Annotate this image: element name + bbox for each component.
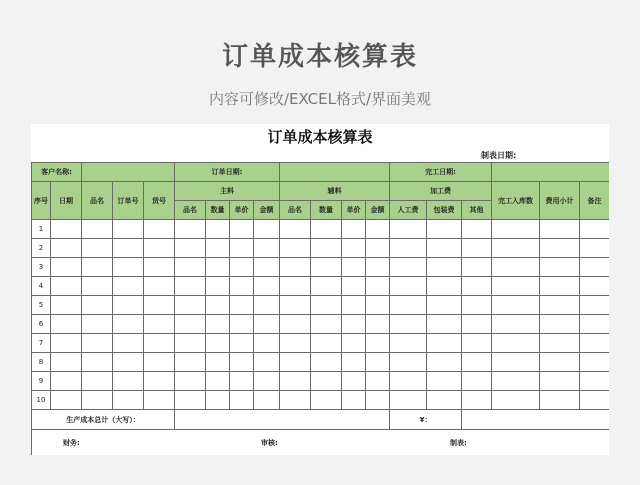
info-row xyxy=(32,163,610,182)
total-row xyxy=(32,410,610,430)
row-seq: 1 xyxy=(32,220,51,239)
table-cell[interactable] xyxy=(206,372,230,391)
table-cell[interactable] xyxy=(427,372,462,391)
table-cell[interactable] xyxy=(144,296,175,315)
table-cell[interactable] xyxy=(427,296,462,315)
table-cell[interactable] xyxy=(366,334,390,353)
table-cell[interactable] xyxy=(254,277,280,296)
col-aux-material: 辅料 xyxy=(280,182,390,201)
table-cell[interactable] xyxy=(51,391,82,410)
table-cell[interactable] xyxy=(311,334,342,353)
table-cell[interactable] xyxy=(206,315,230,334)
table-cell[interactable] xyxy=(427,239,462,258)
table-cell[interactable] xyxy=(580,353,609,372)
table-cell[interactable] xyxy=(342,296,366,315)
table-cell[interactable] xyxy=(113,353,144,372)
table-cell[interactable] xyxy=(492,391,540,410)
maker-label: 制表: xyxy=(450,439,467,447)
total-label: 生产成本总计（大写）： xyxy=(32,410,175,430)
col-processing-fee: 加工费 xyxy=(390,182,492,201)
table-cell[interactable] xyxy=(280,353,311,372)
table-cell[interactable] xyxy=(175,277,206,296)
row-seq: 9 xyxy=(32,372,51,391)
table-cell[interactable] xyxy=(280,334,311,353)
table-cell[interactable] xyxy=(82,220,113,239)
table-cell[interactable] xyxy=(230,258,254,277)
row-seq: 8 xyxy=(32,353,51,372)
table-cell[interactable] xyxy=(311,220,342,239)
table-cell[interactable] xyxy=(342,239,366,258)
table-cell[interactable] xyxy=(230,277,254,296)
table-cell[interactable] xyxy=(82,391,113,410)
table-cell[interactable] xyxy=(113,296,144,315)
table-cell[interactable] xyxy=(82,353,113,372)
table-cell[interactable] xyxy=(144,372,175,391)
table-cell[interactable] xyxy=(280,391,311,410)
col-aux-amount: 金额 xyxy=(366,201,390,220)
table-cell[interactable] xyxy=(206,220,230,239)
table-cell[interactable] xyxy=(254,296,280,315)
table-cell[interactable] xyxy=(51,353,82,372)
table-cell[interactable] xyxy=(280,239,311,258)
table-cell[interactable] xyxy=(366,220,390,239)
table-cell[interactable] xyxy=(113,239,144,258)
table-cell[interactable] xyxy=(580,315,609,334)
table-cell[interactable] xyxy=(254,239,280,258)
table-cell[interactable] xyxy=(113,334,144,353)
table-cell[interactable] xyxy=(175,315,206,334)
row-seq: 3 xyxy=(32,258,51,277)
table-cell[interactable] xyxy=(144,391,175,410)
table-cell[interactable] xyxy=(390,239,427,258)
finance-label: 财务: xyxy=(63,439,80,447)
table-cell[interactable] xyxy=(580,334,609,353)
table-cell[interactable] xyxy=(254,258,280,277)
table-cell[interactable] xyxy=(366,353,390,372)
table-cell[interactable] xyxy=(390,334,427,353)
table-cell[interactable] xyxy=(390,220,427,239)
table-cell[interactable] xyxy=(390,258,427,277)
table-cell[interactable] xyxy=(82,277,113,296)
table-cell[interactable] xyxy=(580,239,609,258)
table-cell[interactable] xyxy=(206,277,230,296)
table-cell[interactable] xyxy=(366,296,390,315)
table-cell[interactable] xyxy=(113,372,144,391)
table-cell[interactable] xyxy=(311,239,342,258)
table-cell[interactable] xyxy=(492,258,540,277)
table-cell[interactable] xyxy=(540,372,580,391)
row-seq: 6 xyxy=(32,315,51,334)
table-cell[interactable] xyxy=(230,315,254,334)
table-cell[interactable] xyxy=(390,296,427,315)
table-cell[interactable] xyxy=(144,220,175,239)
row-seq: 7 xyxy=(32,334,51,353)
table-cell[interactable] xyxy=(492,315,540,334)
table-cell[interactable] xyxy=(51,296,82,315)
table-row xyxy=(32,372,610,391)
table-body xyxy=(32,220,610,410)
table-cell[interactable] xyxy=(366,372,390,391)
table-cell[interactable] xyxy=(390,353,427,372)
table-cell[interactable] xyxy=(175,239,206,258)
col-product-name: 品名 xyxy=(82,182,113,220)
table-row xyxy=(32,277,610,296)
table-cell[interactable] xyxy=(175,220,206,239)
table-cell[interactable] xyxy=(342,220,366,239)
row-seq: 10 xyxy=(32,391,51,410)
table-cell[interactable] xyxy=(462,315,492,334)
row-seq: 4 xyxy=(32,277,51,296)
table-cell[interactable] xyxy=(206,391,230,410)
table-cell[interactable] xyxy=(175,296,206,315)
table-cell[interactable] xyxy=(492,277,540,296)
sign-row xyxy=(32,430,610,456)
table-cell[interactable] xyxy=(427,353,462,372)
table-cell[interactable] xyxy=(254,353,280,372)
col-aux-price: 单价 xyxy=(342,201,366,220)
table-cell[interactable] xyxy=(366,239,390,258)
table-cell[interactable] xyxy=(51,315,82,334)
table-cell[interactable] xyxy=(342,391,366,410)
customer-label: 客户名称: xyxy=(32,163,82,182)
table-cell[interactable] xyxy=(51,334,82,353)
audit-label: 审核: xyxy=(261,439,278,447)
header-row-1 xyxy=(32,182,610,201)
table-cell[interactable] xyxy=(342,334,366,353)
table-cell[interactable] xyxy=(82,372,113,391)
table-cell[interactable] xyxy=(366,315,390,334)
table-cell[interactable] xyxy=(540,391,580,410)
table-cell[interactable] xyxy=(462,258,492,277)
table-cell[interactable] xyxy=(206,353,230,372)
col-packaging: 包装费 xyxy=(427,201,462,220)
table-cell[interactable] xyxy=(175,353,206,372)
table-row xyxy=(32,239,610,258)
table-cell[interactable] xyxy=(580,372,609,391)
table-cell[interactable] xyxy=(342,315,366,334)
table-cell[interactable] xyxy=(427,220,462,239)
table-cell[interactable] xyxy=(580,220,609,239)
col-main-qty: 数量 xyxy=(206,201,230,220)
table-cell[interactable] xyxy=(462,277,492,296)
table-cell[interactable] xyxy=(427,391,462,410)
table-cell[interactable] xyxy=(540,334,580,353)
table-row xyxy=(32,315,610,334)
table-cell[interactable] xyxy=(427,334,462,353)
table-cell[interactable] xyxy=(540,353,580,372)
table-cell[interactable] xyxy=(230,239,254,258)
table-cell[interactable] xyxy=(540,277,580,296)
col-other: 其他 xyxy=(462,201,492,220)
col-main-amount: 金额 xyxy=(254,201,280,220)
table-cell[interactable] xyxy=(311,277,342,296)
table-cell[interactable] xyxy=(342,372,366,391)
table-cell[interactable] xyxy=(540,258,580,277)
table-cell[interactable] xyxy=(366,391,390,410)
table-cell[interactable] xyxy=(144,315,175,334)
table-cell[interactable] xyxy=(311,296,342,315)
table-cell[interactable] xyxy=(175,372,206,391)
table-cell[interactable] xyxy=(82,296,113,315)
table-cell[interactable] xyxy=(144,334,175,353)
table-cell[interactable] xyxy=(144,277,175,296)
table-cell[interactable] xyxy=(540,239,580,258)
table-cell[interactable] xyxy=(82,258,113,277)
col-date: 日期 xyxy=(51,182,82,220)
table-cell[interactable] xyxy=(580,296,609,315)
table-row xyxy=(32,296,610,315)
table-cell[interactable] xyxy=(462,353,492,372)
table-cell[interactable] xyxy=(462,296,492,315)
col-aux-name: 品名 xyxy=(280,201,311,220)
table-cell[interactable] xyxy=(113,258,144,277)
table-row xyxy=(32,391,610,410)
table-cell[interactable] xyxy=(427,258,462,277)
table-row xyxy=(32,220,610,239)
table-cell[interactable] xyxy=(175,334,206,353)
table-cell[interactable] xyxy=(254,391,280,410)
table-cell[interactable] xyxy=(492,353,540,372)
table-cell[interactable] xyxy=(51,258,82,277)
table-cell[interactable] xyxy=(280,296,311,315)
table-cell[interactable] xyxy=(82,315,113,334)
order-date-label: 订单日期: xyxy=(175,163,280,182)
table-cell[interactable] xyxy=(492,296,540,315)
col-main-name: 品名 xyxy=(175,201,206,220)
table-cell[interactable] xyxy=(427,315,462,334)
table-cell[interactable] xyxy=(51,372,82,391)
table-cell[interactable] xyxy=(311,372,342,391)
table-cell[interactable] xyxy=(342,353,366,372)
table-cell[interactable] xyxy=(342,277,366,296)
table-cell[interactable] xyxy=(175,391,206,410)
col-main-price: 单价 xyxy=(230,201,254,220)
table-cell[interactable] xyxy=(206,296,230,315)
table-cell[interactable] xyxy=(51,239,82,258)
table-cell[interactable] xyxy=(144,239,175,258)
table-cell[interactable] xyxy=(342,258,366,277)
table-cell[interactable] xyxy=(540,296,580,315)
table-cell[interactable] xyxy=(462,239,492,258)
table-cell[interactable] xyxy=(492,239,540,258)
page-subtitle: 内容可修改/EXCEL格式/界面美观 xyxy=(208,90,432,108)
table-cell[interactable] xyxy=(427,277,462,296)
finish-date-value[interactable] xyxy=(492,163,609,182)
col-cost-subtotal: 费用小计 xyxy=(540,182,580,220)
customer-value[interactable] xyxy=(82,163,175,182)
row-seq: 2 xyxy=(32,239,51,258)
table-cell[interactable] xyxy=(113,391,144,410)
table-cell[interactable] xyxy=(311,391,342,410)
table-cell[interactable] xyxy=(311,353,342,372)
table-cell[interactable] xyxy=(580,277,609,296)
table-cell[interactable] xyxy=(366,258,390,277)
col-main-material: 主料 xyxy=(175,182,280,201)
table-cell[interactable] xyxy=(280,372,311,391)
table-cell[interactable] xyxy=(144,353,175,372)
table-cell[interactable] xyxy=(280,220,311,239)
spreadsheet xyxy=(31,124,609,455)
table-cell[interactable] xyxy=(462,372,492,391)
table-cell[interactable] xyxy=(230,296,254,315)
table-row xyxy=(32,258,610,277)
order-date-value[interactable] xyxy=(280,163,390,182)
table-cell[interactable] xyxy=(462,334,492,353)
col-remark: 备注 xyxy=(580,182,609,220)
table-cell[interactable] xyxy=(492,372,540,391)
col-item-no: 货号 xyxy=(144,182,175,220)
table-cell[interactable] xyxy=(175,258,206,277)
table-cell[interactable] xyxy=(144,258,175,277)
cost-table xyxy=(31,162,609,455)
col-labor: 人工费 xyxy=(390,201,427,220)
table-cell[interactable] xyxy=(254,220,280,239)
col-aux-qty: 数量 xyxy=(311,201,342,220)
table-cell[interactable] xyxy=(206,258,230,277)
table-cell[interactable] xyxy=(230,353,254,372)
table-cell[interactable] xyxy=(462,220,492,239)
table-cell[interactable] xyxy=(113,315,144,334)
total-words-value[interactable] xyxy=(175,410,390,430)
table-cell[interactable] xyxy=(280,258,311,277)
col-order-no: 订单号 xyxy=(113,182,144,220)
table-cell[interactable] xyxy=(311,315,342,334)
table-cell[interactable] xyxy=(580,391,609,410)
table-cell[interactable] xyxy=(492,334,540,353)
table-cell[interactable] xyxy=(230,391,254,410)
table-cell[interactable] xyxy=(82,239,113,258)
table-cell[interactable] xyxy=(254,372,280,391)
table-cell[interactable] xyxy=(230,334,254,353)
total-amount-value[interactable] xyxy=(462,410,609,430)
table-cell[interactable] xyxy=(540,315,580,334)
table-cell[interactable] xyxy=(311,258,342,277)
table-cell[interactable] xyxy=(206,334,230,353)
table-cell[interactable] xyxy=(230,220,254,239)
sheet-title: 订单成本核算表 xyxy=(267,128,373,146)
table-cell[interactable] xyxy=(254,315,280,334)
made-date-label: 制表日期: xyxy=(481,151,517,160)
table-cell[interactable] xyxy=(51,220,82,239)
table-cell[interactable] xyxy=(540,220,580,239)
table-cell[interactable] xyxy=(230,372,254,391)
table-cell[interactable] xyxy=(113,220,144,239)
table-cell[interactable] xyxy=(206,239,230,258)
table-cell[interactable] xyxy=(390,277,427,296)
col-seq: 序号 xyxy=(32,182,51,220)
table-cell[interactable] xyxy=(390,315,427,334)
table-cell[interactable] xyxy=(390,391,427,410)
table-row xyxy=(32,353,610,372)
page-title: 订单成本核算表 xyxy=(221,42,418,72)
table-cell[interactable] xyxy=(492,220,540,239)
table-cell[interactable] xyxy=(51,277,82,296)
table-cell[interactable] xyxy=(390,372,427,391)
table-cell[interactable] xyxy=(462,391,492,410)
yen-label: ¥： xyxy=(390,410,462,430)
table-cell[interactable] xyxy=(113,277,144,296)
table-cell[interactable] xyxy=(82,334,113,353)
table-cell[interactable] xyxy=(280,277,311,296)
table-cell[interactable] xyxy=(280,315,311,334)
table-cell[interactable] xyxy=(366,277,390,296)
col-finished-qty: 完工入库数 xyxy=(492,182,540,220)
sign-cell xyxy=(32,430,610,456)
table-row xyxy=(32,334,610,353)
finish-date-label: 完工日期: xyxy=(390,163,492,182)
row-seq: 5 xyxy=(32,296,51,315)
table-cell[interactable] xyxy=(254,334,280,353)
table-cell[interactable] xyxy=(580,258,609,277)
